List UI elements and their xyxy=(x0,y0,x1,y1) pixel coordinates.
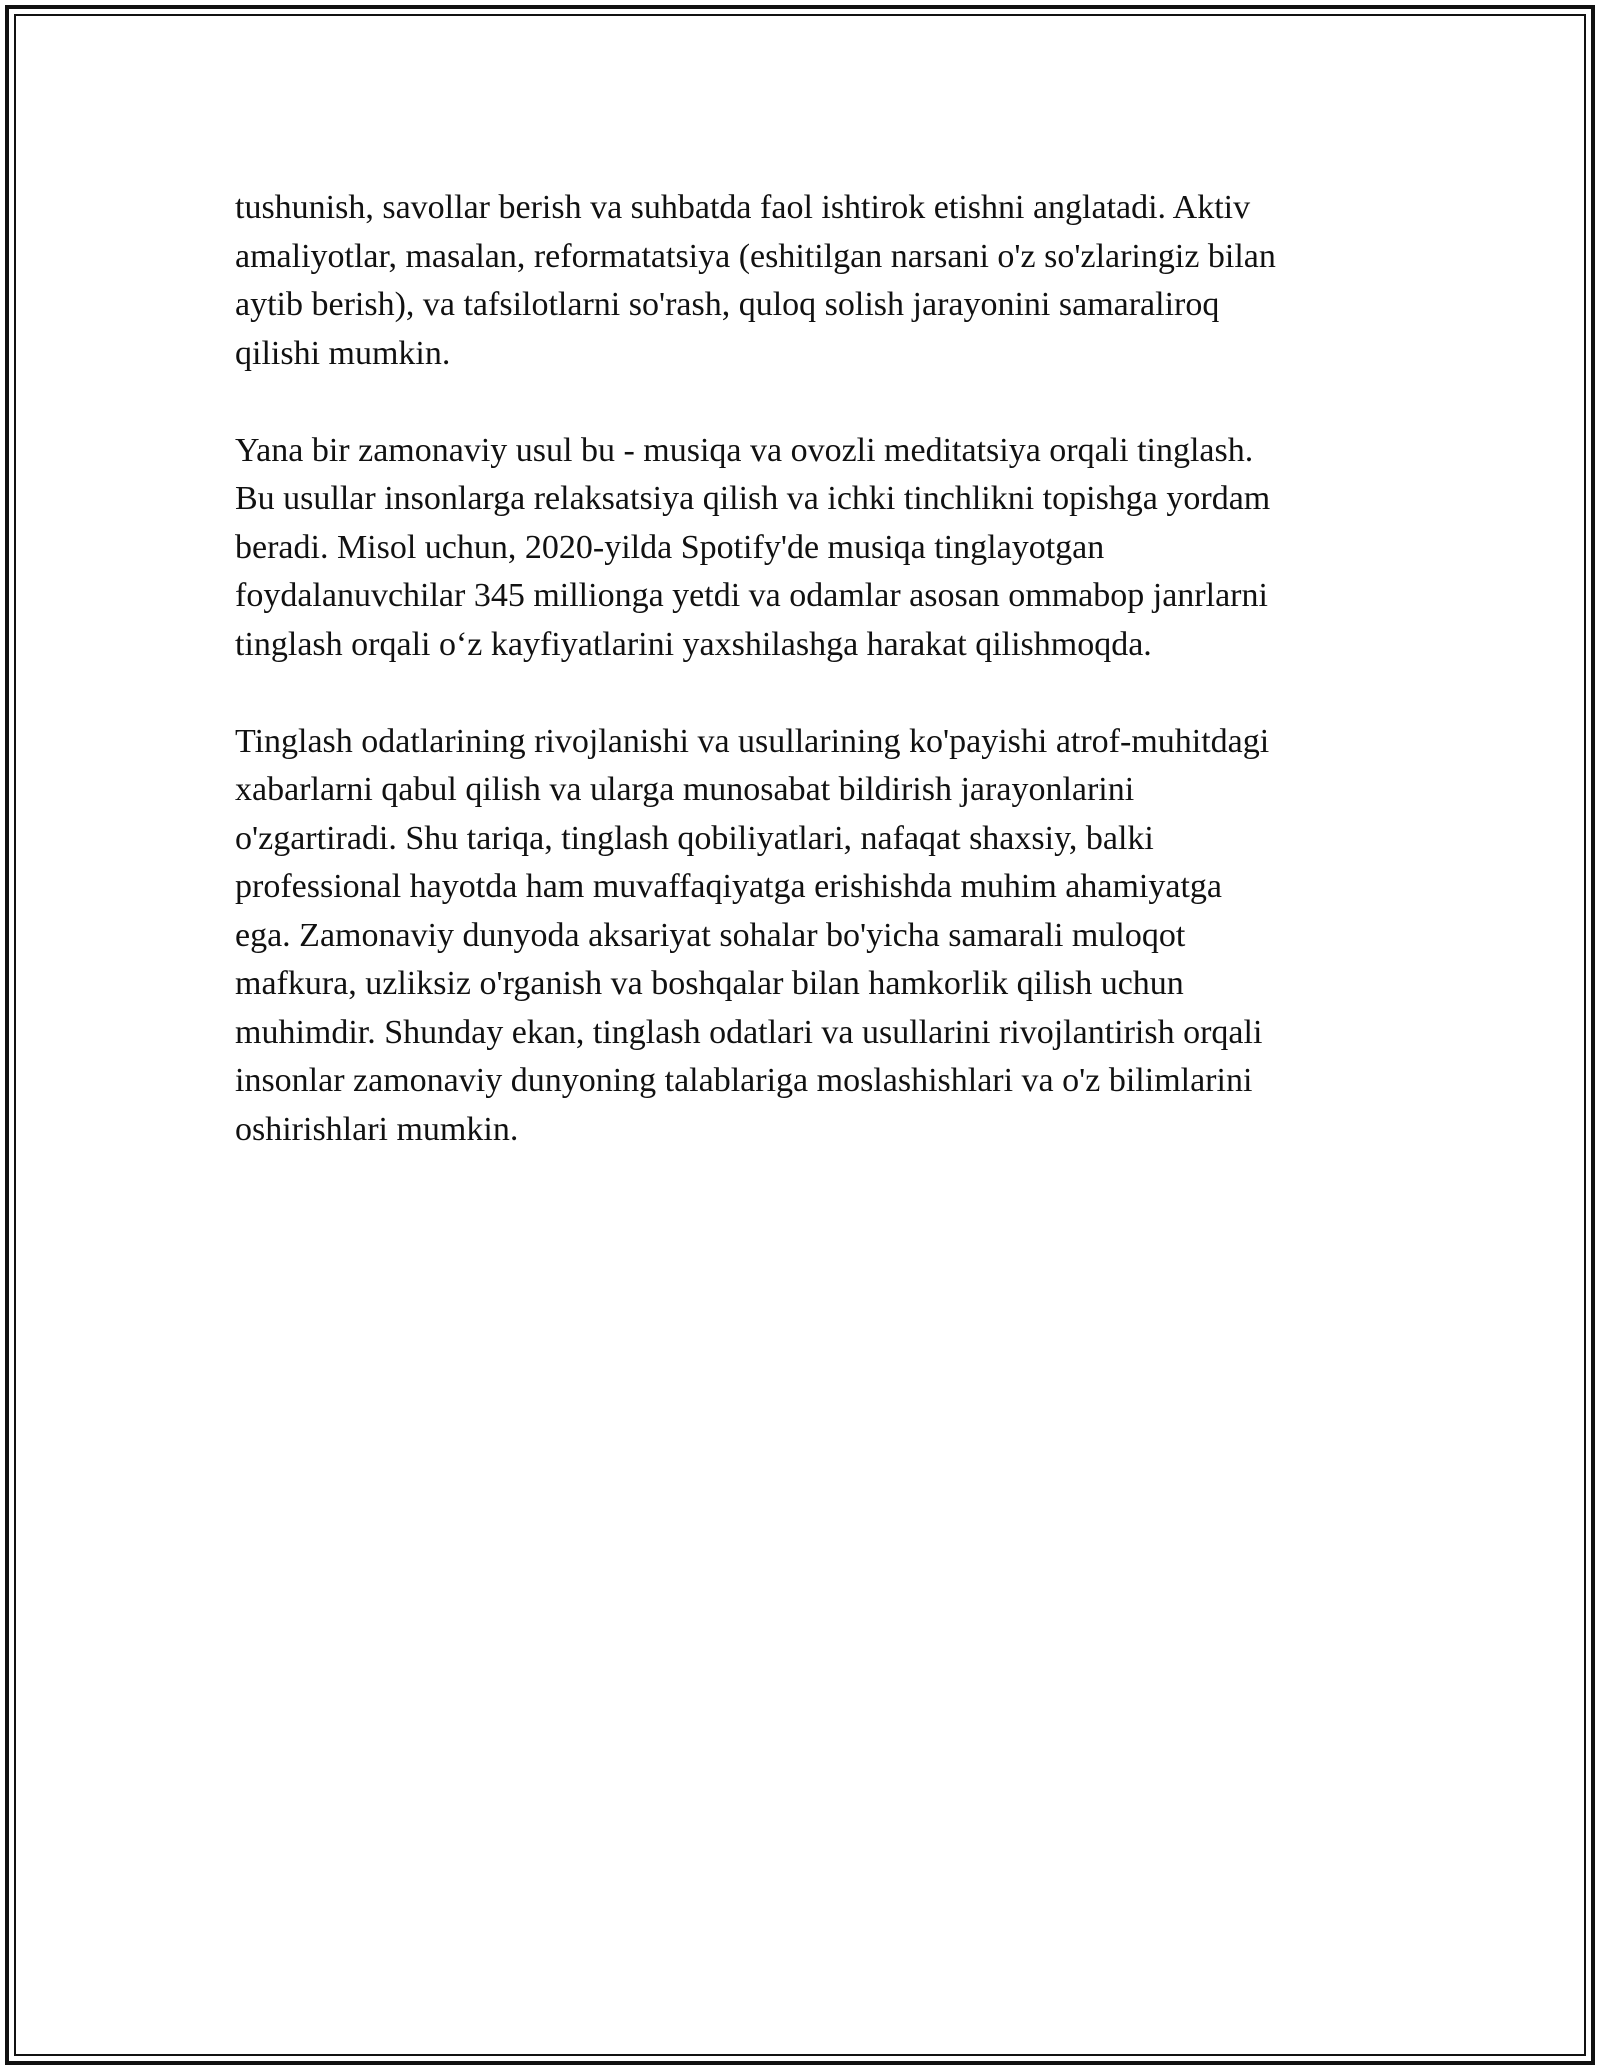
paragraph-1: tushunish, savollar berish va suhbatda faol ishtirok etishni anglatadi. Aktiv amaliyotlar, masalan, reformatatsiya (eshitilgan narsani o'z so'zlaringiz bilan aytib berish), va tafsilotlarni so'rash, quloq solish jarayonini samaraliroq qilishi mumkin. xyxy=(235,189,1276,372)
paragraph-2: Yana bir zamonaviy usul bu - musiqa va ovozli meditatsiya orqali tinglash. Bu usullar insonlarga relaksatsiya qilish va ichki tinchlikni topishga yordam beradi. Misol uchun, 2020-yilda Spotify'de musiqa tinglayotgan foydalanuvchilar 345 millionga yetdi va odamlar asosan ommabop janrlarni tinglash orqali o‘z kayfiyatlarini yaxshilashga harakat qilishmoqda. xyxy=(235,431,1271,663)
paragraph-3: Tinglash odatlarining rivojlanishi va usullarining ko'payishi atrof-muhitdagi xabarlarni qabul qilish va ularga munosabat bildirish jarayonlarini o'zgartiradi. Shu tariqa, tinglash qobiliyatlari, nafaqat shaxsiy, balki professional hayotda ham muvaffaqiyatga erishishda muhim ahamiyatga ega. Zamonaviy dunyoda aksariyat sohalar bo'yicha samarali muloqot mafkura, uzliksiz o'rganish va boshqalar bilan hamkorlik qilish uchun muhimdir. Shunday ekan, tinglash odatlari va usullarini rivojlantirish orqali insonlar zamonaviy dunyoning talablariga moslashishlari va o'z bilimlarini oshirishlari mumkin. xyxy=(235,722,1270,1148)
document-body xyxy=(235,184,1365,1203)
